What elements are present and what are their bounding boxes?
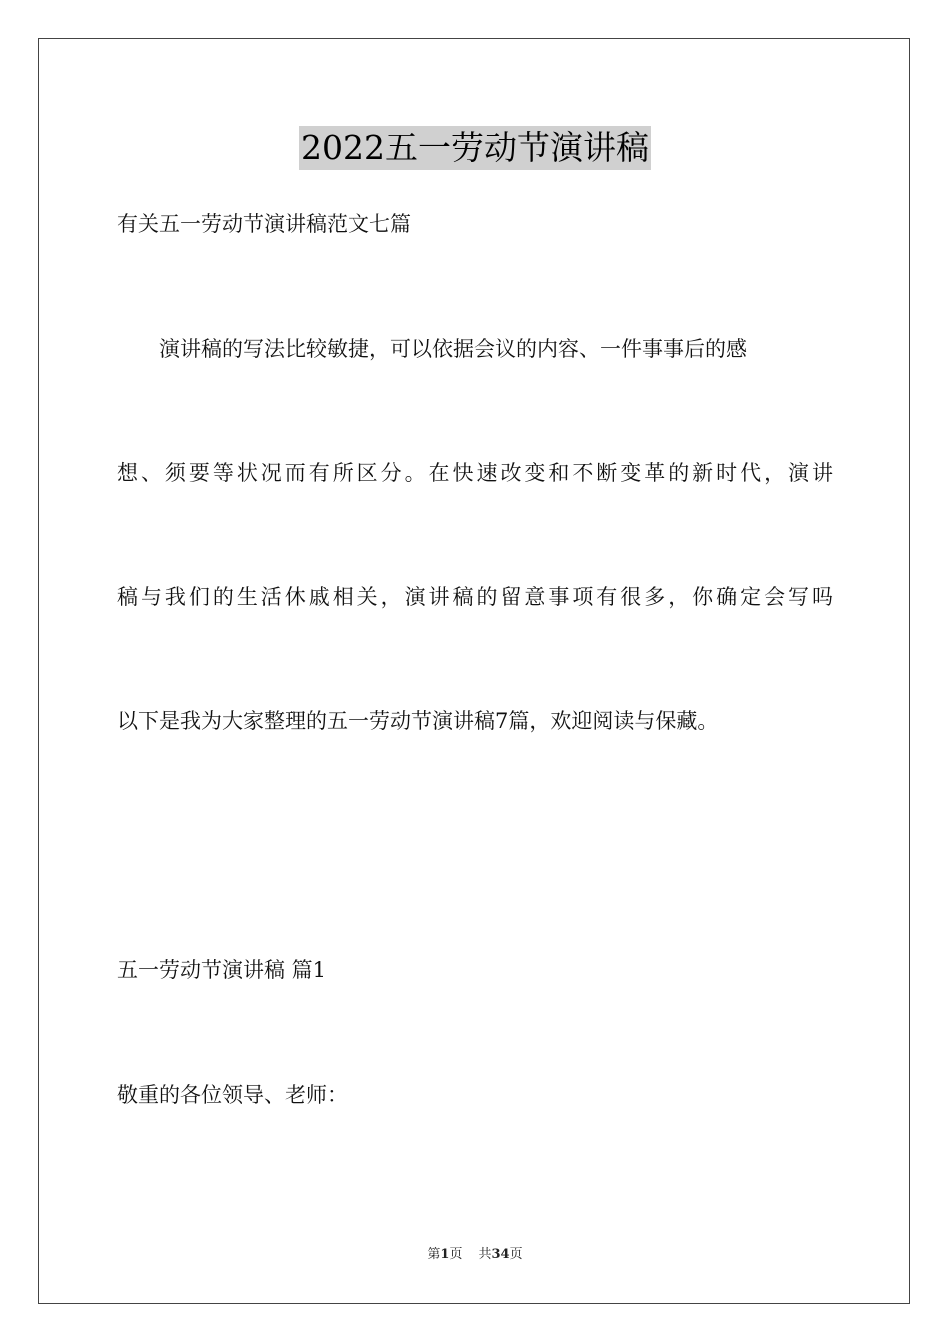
- intro-line-3: 稿与我们的生活休戚相关，演讲稿的留意事项有很多，你确定会写吗: [117, 585, 833, 609]
- title-container: [0, 126, 950, 170]
- salutation: 敬重的各位领导、老师：: [117, 1083, 348, 1107]
- footer-total-pages: 34: [491, 1247, 510, 1262]
- footer-page-suffix: 页: [449, 1247, 463, 1262]
- footer-page-number: 1: [440, 1247, 450, 1262]
- footer-total-prefix: 共: [478, 1247, 492, 1262]
- footer-total-suffix: 页: [509, 1247, 523, 1262]
- page-footer: [0, 1246, 950, 1264]
- document-subtitle: 有关五一劳动节演讲稿范文七篇: [117, 212, 411, 236]
- intro-line-2: 想、须要等状况而有所区分。在快速改变和不断变革的新时代，演讲: [117, 461, 833, 485]
- intro-line-4: 以下是我为大家整理的五一劳动节演讲稿7篇，欢迎阅读与保藏。: [117, 709, 719, 733]
- document-title: 2022五一劳动节演讲稿: [299, 126, 651, 170]
- section-heading: 五一劳动节演讲稿 篇1: [117, 958, 327, 982]
- footer-page-prefix: 第: [427, 1247, 441, 1262]
- intro-line-1: 演讲稿的写法比较敏捷，可以依据会议的内容、一件事事后的感: [117, 337, 747, 361]
